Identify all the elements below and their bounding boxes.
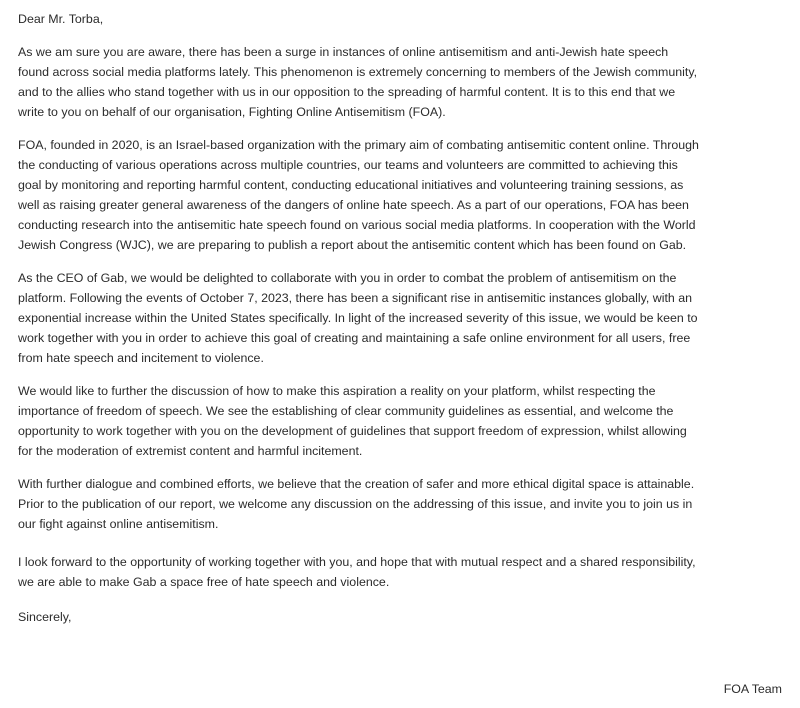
paragraph-line: importance of freedom of speech. We see the establishing of clear community guidelines as essential, and welcome the [18, 404, 674, 418]
paragraph-line: As we am sure you are aware, there has been a surge in instances of online antisemitism and anti-Jewish hate speech [18, 45, 669, 59]
paragraph-line: We would like to further the discussion of how to make this aspiration a reality on your platform, whilst respecting the [18, 384, 656, 398]
paragraph-line: for the moderation of extremist content and harmful incitement. [18, 444, 363, 458]
paragraph-line: found across social media platforms lately. This phenomenon is extremely concerning to members of the Jewish community, [18, 65, 698, 79]
paragraph-line: I look forward to the opportunity of working together with you, and hope that with mutual respect and a shared responsibility, [18, 555, 696, 569]
paragraph-line: and to the allies who stand together with us in our opposition to the spreading of harmful content. It is to this end that we [18, 85, 676, 99]
paragraph-line: FOA, founded in 2020, is an Israel-based organization with the primary aim of combating antisemitic content online. Through [18, 138, 699, 152]
paragraph-line: write to you on behalf of our organisation, Fighting Online Antisemitism (FOA). [18, 105, 446, 119]
paragraph-line: work together with you in order to achieve this goal of creating and maintaining a safe online environment for all users, free [18, 331, 691, 345]
paragraph-line: we are able to make Gab a space free of hate speech and violence. [18, 575, 390, 589]
paragraph-line: With further dialogue and combined efforts, we believe that the creation of safer and more ethical digital space is attainable. [18, 477, 695, 491]
paragraph-line: Jewish Congress (WJC), we are preparing to publish a report about the antisemitic content which has been found on Gab. [18, 238, 687, 252]
paragraph-line: our fight against online antisemitism. [18, 517, 219, 531]
paragraph-line: platform. Following the events of October 7, 2023, there has been a significant rise in antisemitic instances globally, with an [18, 291, 693, 305]
paragraph-line: As the CEO of Gab, we would be delighted to collaborate with you in order to combat the problem of antisemitism on the [18, 271, 677, 285]
signature: FOA Team [723, 682, 782, 696]
paragraph-line: Prior to the publication of our report, we welcome any discussion on the addressing of this issue, and invite you to join us in [18, 497, 693, 511]
paragraph-line: opportunity to work together with you on the development of guidelines that support freedom of expression, whilst allowing [18, 424, 687, 438]
paragraph-line: exponential increase within the United States specifically. In light of the increased severity of this issue, we would be keen to [18, 311, 698, 325]
closing: Sincerely, [18, 610, 72, 624]
paragraph-line: conducting research into the antisemitic hate speech found on various social media platforms. In cooperation with the World [18, 218, 696, 232]
paragraph-line: goal by monitoring and reporting harmful content, conducting educational initiatives and volunteering training sessions, as [18, 178, 684, 192]
paragraph-line: from hate speech and incitement to violence. [18, 351, 264, 365]
paragraph-line: the conducting of various operations across multiple countries, our teams and volunteers are committed to achieving this [18, 158, 678, 172]
paragraph-line: well as raising greater general awareness of the dangers of online hate speech. As a part of our operations, FOA has been [18, 198, 689, 212]
salutation: Dear Mr. Torba, [18, 12, 104, 26]
